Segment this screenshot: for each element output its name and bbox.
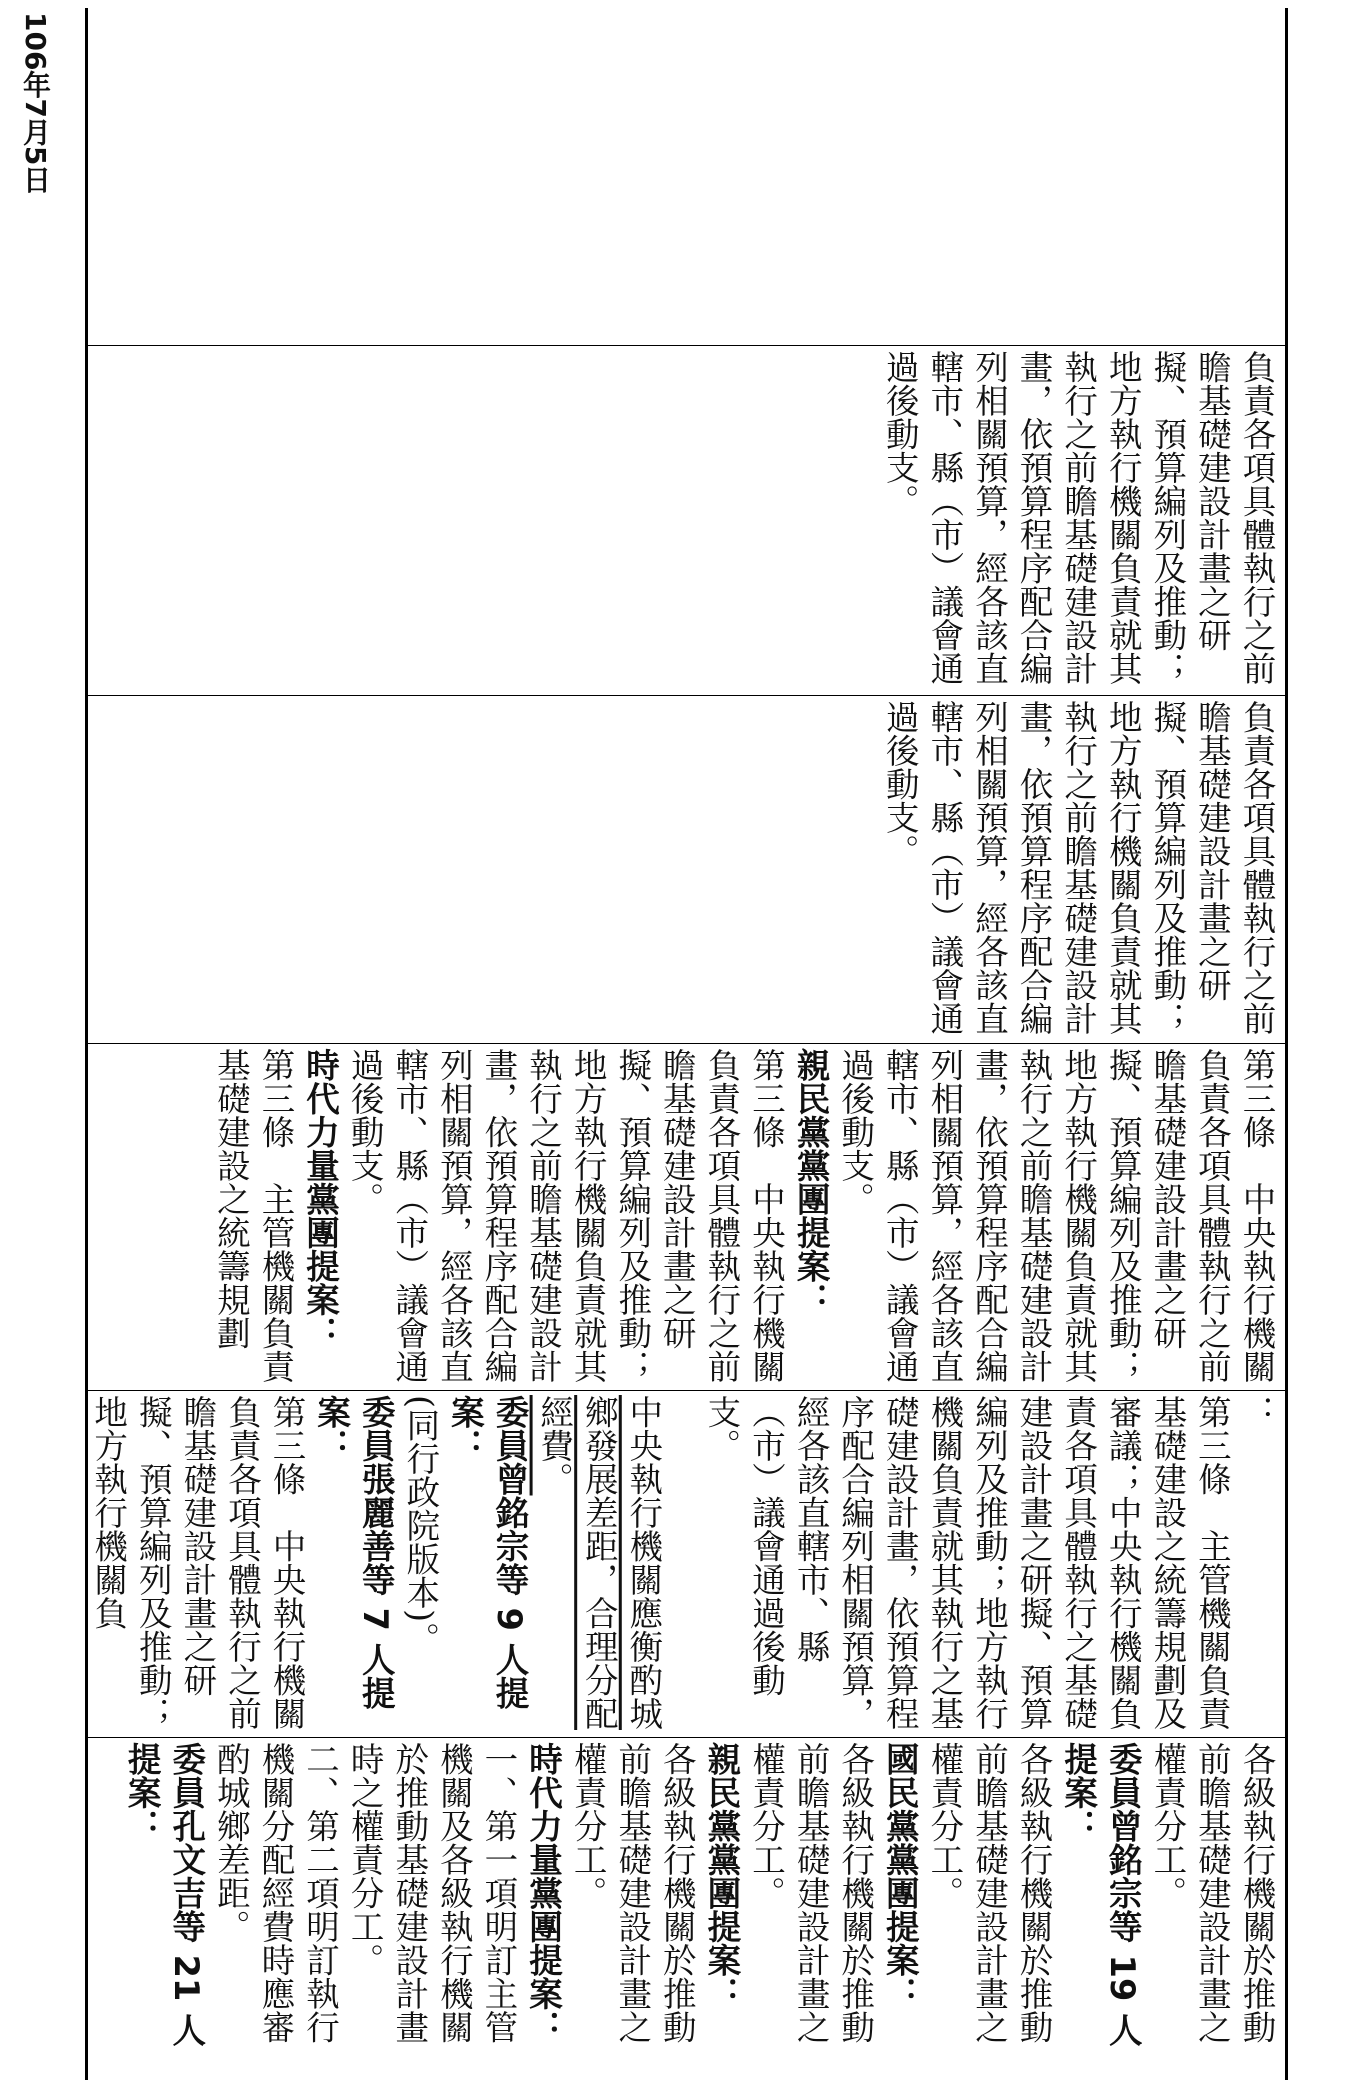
- text-column-4: [88, 1395, 1278, 1735]
- proposal-heading: 委員張麗善等 7 人提案：: [311, 1395, 396, 1710]
- text-column-3: [88, 1048, 1278, 1388]
- paragraph: 第三條 中央執行機關負責各項具體執行之前瞻基礎建設計畫之研擬、預算編列及推動；地方執行機關負: [88, 1395, 307, 1730]
- paragraph: 各級執行機關於推動前瞻基礎建設計畫之權責分工。: [568, 1742, 697, 2044]
- text-column-5: [88, 1742, 1278, 2076]
- paragraph: 第三條 主管機關負責基礎建設之統籌規劃及審議；中央執行機關負責各項具體執行之基礎建設計畫之研擬、預算編列及推動；地方執行機關負責就其執行之基礎建設計畫，依預算程序配合編列相關預算，經各該直轄市、縣（市）議會通過後動支。: [701, 1395, 1232, 1730]
- proposal-heading: 委員孔文吉等 21 人提案：: [122, 1742, 206, 2047]
- proposal-heading: 親民黨黨團提案：: [701, 1742, 741, 2010]
- paragraph: 各級執行機關於推動前瞻基礎建設計畫之權責分工。: [924, 1742, 1054, 2044]
- row-divider: [85, 345, 1285, 346]
- paragraph: (同行政院版本)。: [400, 1395, 440, 1656]
- paragraph: 第三條 中央執行機關負責各項具體執行之前瞻基礎建設計畫之研擬、預算編列及推動；地方執行機關負責就其執行之前瞻基礎建設計畫，依預算程序配合編列相關預算，經各該直轄市、縣（市）議會通過後動支。: [345, 1048, 786, 1383]
- page-date: 106年7月5日: [19, 12, 52, 194]
- text-column-1: [88, 350, 1278, 690]
- proposal-heading: 國民黨黨團提案：: [880, 1742, 920, 2010]
- table-right-border: [1285, 8, 1288, 2080]
- row-divider: [85, 1737, 1285, 1738]
- paragraph: 第三條 主管機關負責基礎建設之統籌規劃: [211, 1048, 295, 1383]
- proposal-heading: 委員曾銘宗等 9 人提案：: [445, 1395, 529, 1710]
- row-divider: [85, 1390, 1285, 1391]
- paragraph: 第三條 中央執行機關負責各項具體執行之前瞻基礎建設計畫之研擬、預算編列及推動；地方執行機關負責就其執行之前瞻基礎建設計畫，依預算程序配合編列相關預算，經各該直轄市、縣（市）議會通過後動支。: [835, 1048, 1276, 1383]
- paragraph: 各級執行機關於推動前瞻基礎建設計畫之權責分工。: [1147, 1742, 1276, 2044]
- paragraph: 負責各項具體執行之前瞻基礎建設計畫之研擬、預算編列及推動；地方執行機關負責就其執行之前瞻基礎建設計畫，依預算程序配合編列相關預算，經各該直轄市、縣（市）議會通過後動支。: [880, 700, 1276, 1035]
- paragraph: 一、第一項明訂主管機關及各級執行機關於推動基礎建設計畫時之權責分工。: [345, 1742, 518, 2044]
- proposal-heading: 時代力量黨團提案：: [300, 1048, 340, 1350]
- proposal-heading: 委員曾銘宗等 19 人提案：: [1058, 1742, 1143, 2047]
- proposal-heading: 親民黨黨團提案：: [791, 1048, 831, 1316]
- amendment-paragraph: 中央執行機關應衡酌城鄉發展差距，合理分配經費。: [534, 1395, 663, 1730]
- row-divider: [85, 695, 1285, 696]
- row-divider: [85, 1043, 1285, 1044]
- paragraph: ：: [1237, 1395, 1276, 1429]
- text-column-2: [88, 700, 1278, 1040]
- paragraph: 負責各項具體執行之前瞻基礎建設計畫之研擬、預算編列及推動；地方執行機關負責就其執行之前瞻基礎建設計畫，依預算程序配合編列相關預算，經各該直轄市、縣（市）議會通過後動支。: [880, 350, 1276, 685]
- paragraph: 二、第二項明訂執行機關分配經費時應審酌城鄉差距。: [211, 1742, 340, 2044]
- proposal-heading: 時代力量黨團提案：: [523, 1742, 563, 2044]
- paragraph: 各級執行機關於推動前瞻基礎建設計畫之權責分工。: [746, 1742, 875, 2044]
